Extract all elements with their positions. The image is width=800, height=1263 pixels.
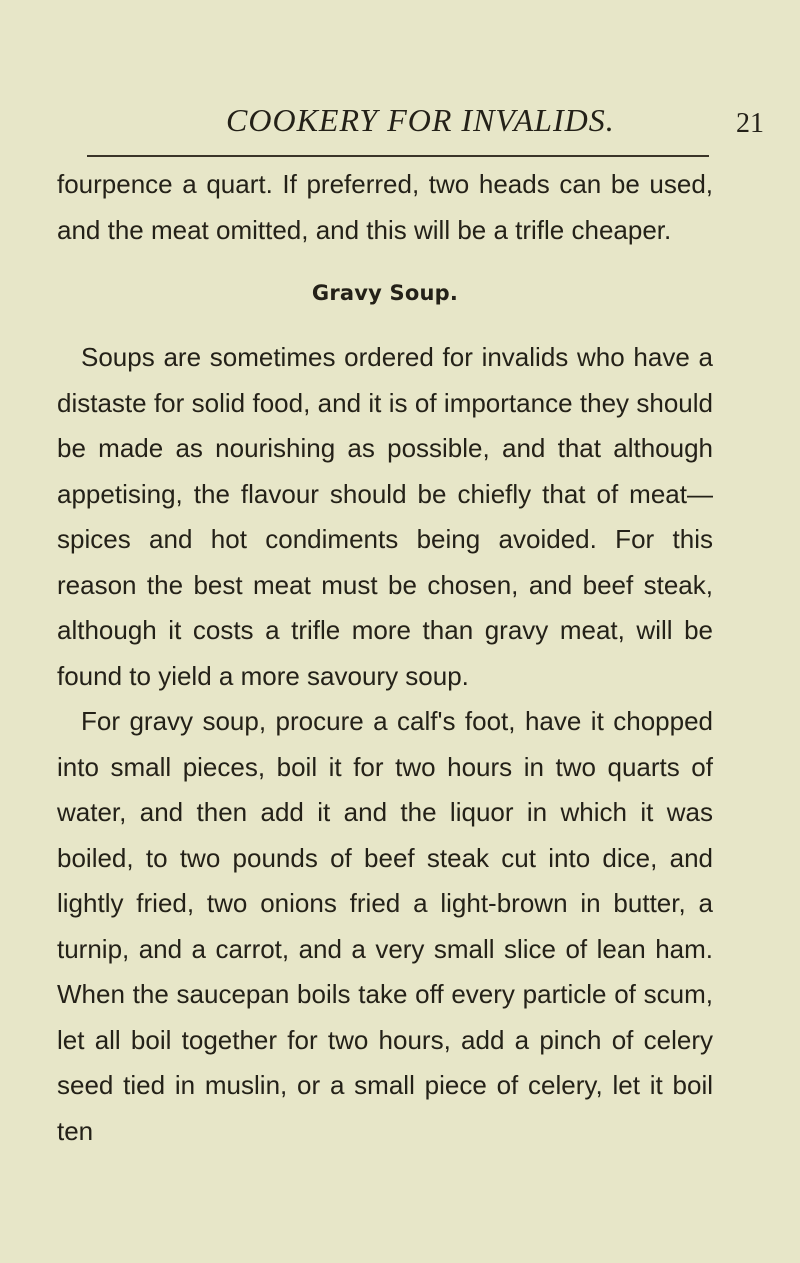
header-rule [87, 155, 709, 157]
section-heading: Gravy Soup. [311, 281, 459, 305]
paragraph-1: Soups are sometimes ordered for invalids who have a distaste for solid food, and it is of importance they should be made as nourishing as possible, and that although appetising, the flavour should be chiefly that of meat—spices and hot condiments being avoided. For this reason the best meat must be chosen, and beef steak, although it costs a trifle more than gravy meat, will be found to yield a more savoury soup. [57, 342, 713, 691]
page-header [0, 100, 800, 150]
page-number: 21 [736, 108, 764, 139]
page-body [57, 162, 713, 1154]
running-title: COOKERY FOR INVALIDS. [226, 102, 615, 138]
opening-paragraph: fourpence a quart. If preferred, two heads can be used, and the meat omitted, and this will be a trifle cheaper. [57, 169, 713, 245]
paragraph-2: For gravy soup, procure a calf's foot, have it chopped into small pieces, boil it for two hours in two quarts of water, and then add it and the liquor in which it was boiled, to two pounds of beef steak cut into dice, and lightly fried, two onions fried a light-brown in butter, a turnip, and a carrot, and a very small slice of lean ham. When the saucepan boils take off every particle of scum, let all boil together for two hours, add a pinch of celery seed tied in muslin, or a small piece of celery, let it boil ten [57, 706, 713, 1146]
